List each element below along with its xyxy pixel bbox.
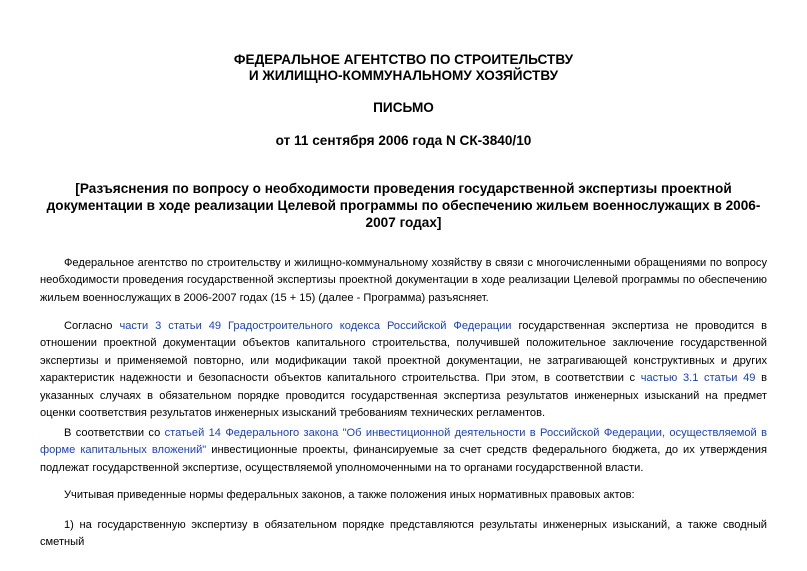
paragraph-3-text-b: инвестиционные проекты, финансируемые за счет средств федерального бюджета, до их утверждения подлежат государственной экспертизе, осуществляемой уполномоченными на то органами государственной власти. [40,444,767,474]
subject-line-1: [Разъяснения по вопросу о необходимости проведения государственной экспертизы проектной [75,181,732,196]
link-federal-law-st14[interactable]: статьей 14 Федерального закона "Об инвестиционной деятельности в Российской Федерации, осуществляемой в форме капитальных вложений" [40,427,767,457]
paragraph-2-text-b: государственная экспертиза не проводится в отношении проектной документации объектов капитального строительства, получившей положительное заключение государственной экспертизы и применяемой повторно, или модификации такой проектной документации, не затрагивающей конструктивных и других характеристик надежности и безопасности объектов капитального строительства. При этом, в соответствии с [40,320,768,385]
document-page [40,0,767,571]
doc-type-heading: ПИСЬМО [373,100,434,115]
paragraph-1: Федеральное агентство по строительству и жилищно-коммунальному хозяйству в связи с многочисленными обращениями по вопросу необходимости проведения государственной экспертизы проектной документации в ходе реализации Целевой программы по обеспечению жильем военнослужащих в 2006-2007 годах (15 + 15) (далее - Программа) разъясняет. [40,257,767,304]
agency-heading [40,52,767,84]
paragraph-3 [40,425,767,477]
paragraph-4: Учитывая приведенные нормы федеральных законов, а также положения иных нормативных правовых актов: [64,489,635,501]
agency-line-1: ФЕДЕРАЛЬНОЕ АГЕНТСТВО ПО СТРОИТЕЛЬСТВУ [233,52,574,67]
link-gradostroitelny-kodeks-ch3-st49[interactable]: части 3 статьи 49 Градостроительного кодекса Российской Федерации [119,320,512,332]
doc-date-heading: от 11 сентября 2006 года N СК-3840/10 [275,133,532,148]
agency-line-2: И ЖИЛИЩНО-КОММУНАЛЬНОМУ ХОЗЯЙСТВУ [248,68,559,83]
paragraph-2 [40,318,767,422]
paragraph-3-text-a: В соответствии со [64,427,165,439]
paragraph-2-text-c: в указанных случаях в обязательном порядке проводится государственная экспертиза результатов инженерных изысканий на предмет оценки соответствия результатов инженерных изысканий требованиям технических регламентов. [40,372,767,420]
link-ch3-1-st49[interactable]: частью 3.1 статьи 49 [640,372,756,385]
paragraph-2-text-a: Согласно [64,320,120,332]
subject-line-2: документации в ходе реализации Целевой программы по обеспечению жильем военнослужащих в 2006- [46,198,761,213]
paragraph-5: 1) на государственную экспертизу в обязательном порядке представляются результаты инженерных изысканий, а также сводный сметный [40,519,767,549]
subject-line-3: 2007 годах] [365,215,442,230]
subject-heading [40,180,767,231]
